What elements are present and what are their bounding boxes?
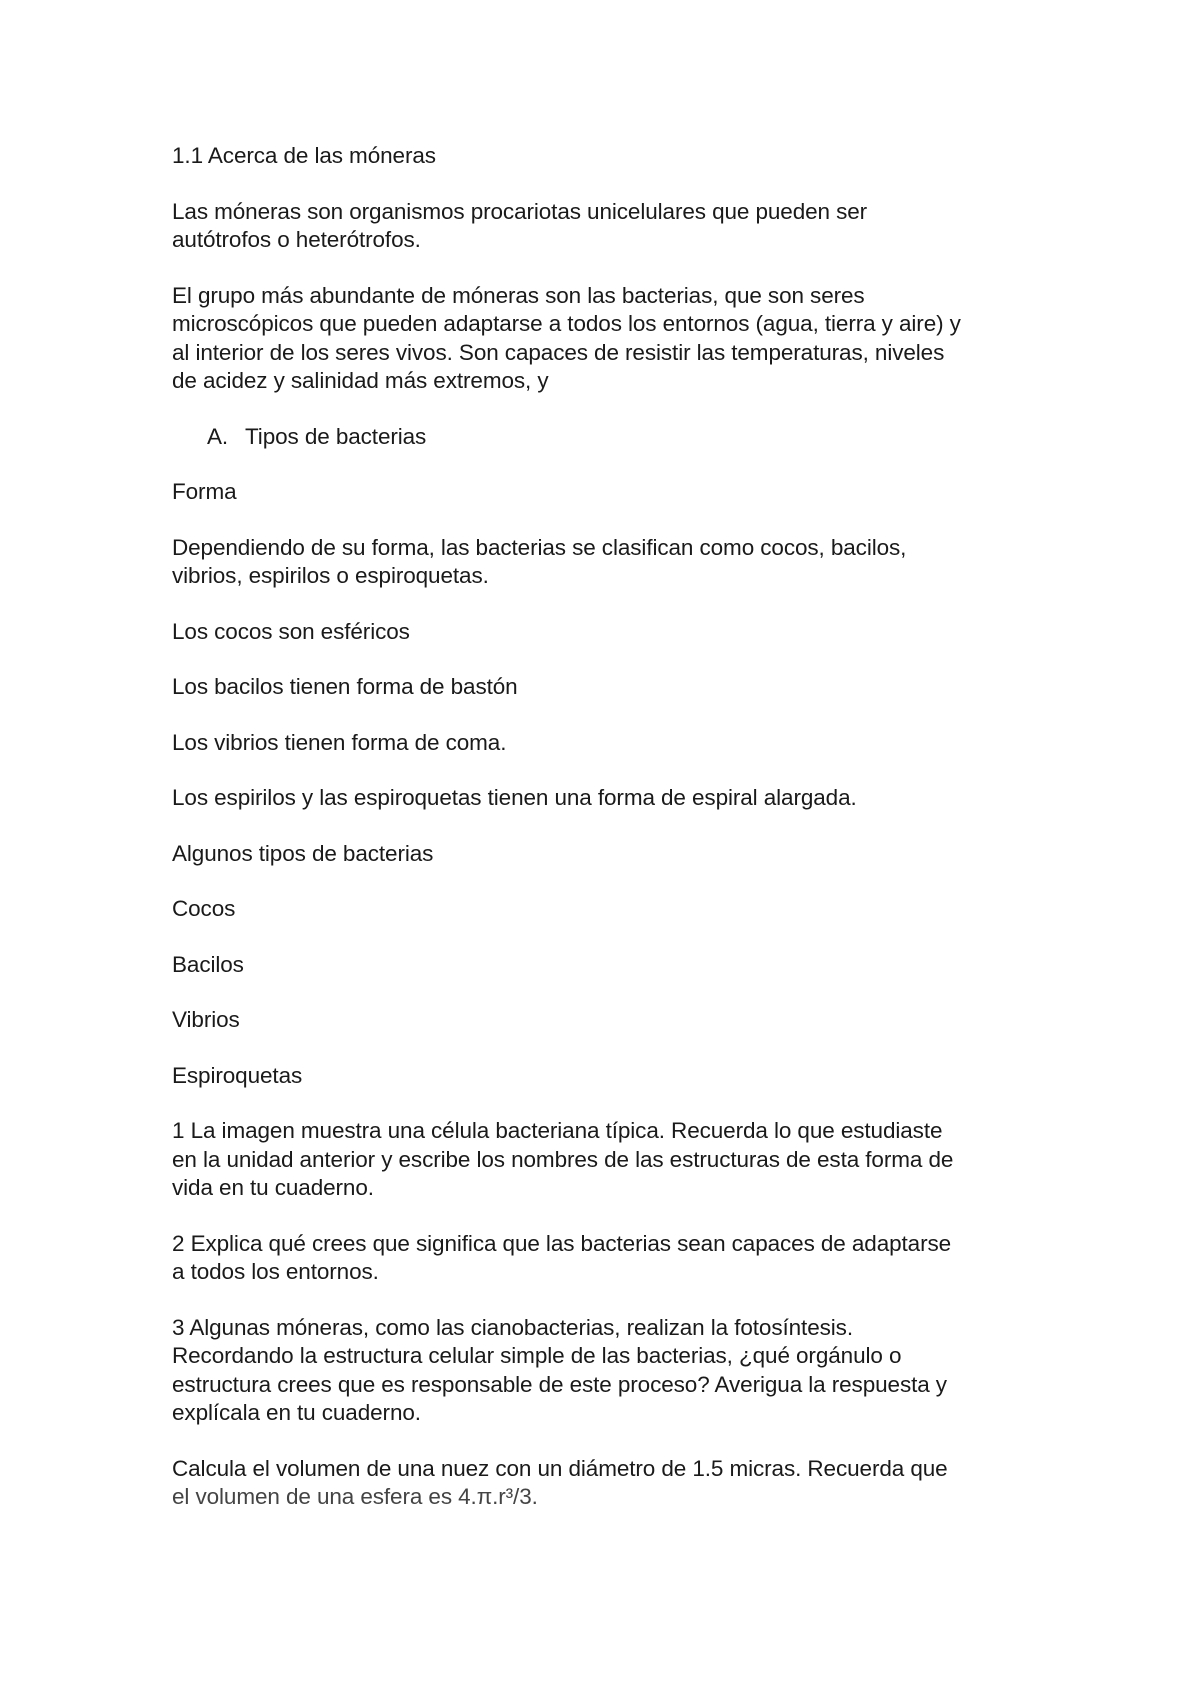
question-line: en la unidad anterior y escribe los nombres de las estructuras de esta forma de — [172, 1146, 954, 1172]
question-3 — [172, 1314, 1072, 1428]
question-line: explícala en tu cuaderno. — [172, 1400, 421, 1425]
paragraph-forma — [172, 534, 1072, 591]
tipo-item-bacilos: Bacilos — [172, 951, 244, 977]
question-line: a todos los entornos. — [172, 1259, 379, 1284]
paragraph-line: autótrofos o heterótrofos. — [172, 227, 421, 252]
tipo-item-cocos: Cocos — [172, 896, 236, 921]
paragraph-line: de acidez y salinidad más extremos, y — [172, 368, 549, 393]
question-2 — [172, 1230, 1072, 1287]
question-line: vida en tu cuaderno. — [172, 1175, 374, 1200]
final-exercise — [172, 1455, 1072, 1512]
list-marker: A. — [207, 423, 229, 449]
paragraph-moneras — [172, 198, 1072, 255]
paragraph-line: Dependiendo de su forma, las bacterias se clasifican como cocos, bacilos, — [172, 534, 907, 560]
question-line: 2 Explica qué crees que significa que las bacterias sean capaces de adaptarse — [172, 1230, 952, 1256]
shape-line-vibrios: Los vibrios tienen forma de coma. — [172, 729, 507, 755]
question-line: 1 La imagen muestra una célula bacteriana típica. Recuerda lo que estudiaste — [172, 1118, 943, 1143]
question-line: Recordando la estructura celular simple de las bacterias, ¿qué orgánulo o — [172, 1343, 902, 1368]
list-item-text: Tipos de bacterias — [245, 423, 427, 449]
question-line: 3 Algunas móneras, como las cianobacterias, realizan la fotosíntesis. — [172, 1314, 853, 1340]
document-content — [172, 142, 1072, 1539]
final-line: Calcula el volumen de una nuez con un diámetro de 1.5 micras. Recuerda que — [172, 1455, 948, 1481]
paragraph-line: microscópicos que pueden adaptarse a todos los entornos (agua, tierra y aire) y — [172, 311, 961, 336]
final-line-formula: el volumen de una esfera es 4.π.r³/3. — [172, 1484, 538, 1509]
paragraph-bacterias — [172, 282, 1072, 396]
tipo-item-espiroquetas: Espiroquetas — [172, 1062, 303, 1088]
paragraph-line: al interior de los seres vivos. Son capaces de resistir las temperaturas, niveles — [172, 339, 945, 365]
question-1 — [172, 1117, 1072, 1203]
list-item-tipos — [172, 423, 1072, 452]
shape-line-espirilos: Los espirilos y las espiroquetas tienen una forma de espiral alargada. — [172, 785, 857, 810]
paragraph-line: vibrios, espirilos o espiroquetas. — [172, 563, 489, 588]
shape-line-bacilos: Los bacilos tienen forma de bastón — [172, 674, 518, 699]
forma-title: Forma — [172, 479, 237, 504]
question-line: estructura crees que es responsable de este proceso? Averigua la respuesta y — [172, 1371, 947, 1397]
paragraph-line: Las móneras son organismos procariotas unicelulares que pueden ser — [172, 198, 868, 224]
shape-line-cocos: Los cocos son esféricos — [172, 618, 410, 644]
tipos-title: Algunos tipos de bacterias — [172, 840, 434, 866]
section-heading: 1.1 Acerca de las móneras — [172, 143, 436, 168]
tipo-item-vibrios: Vibrios — [172, 1007, 240, 1032]
paragraph-line: El grupo más abundante de móneras son las bacterias, que son seres — [172, 282, 865, 308]
